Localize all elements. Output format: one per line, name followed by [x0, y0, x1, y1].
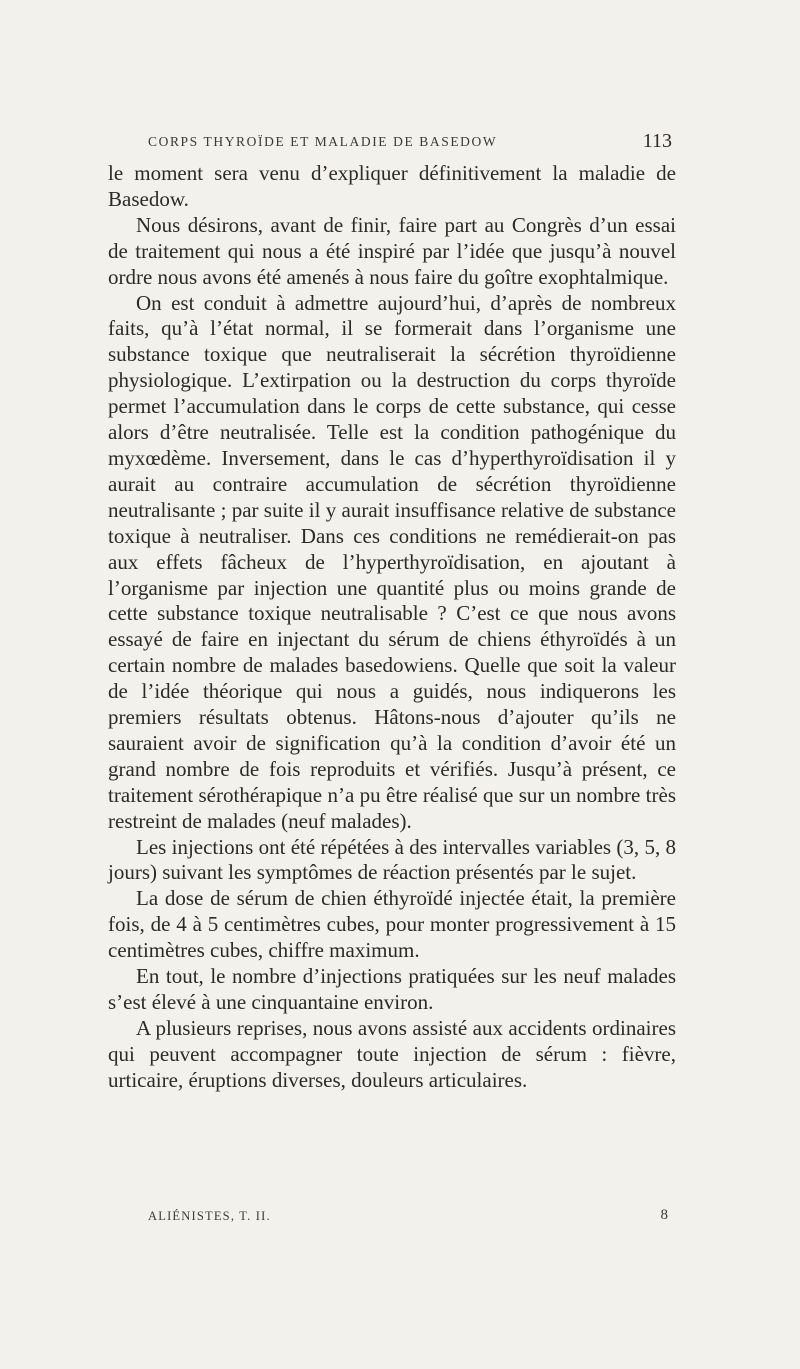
page-footer [148, 1209, 668, 1229]
signature-mark: ALIÉNISTES, T. II. [148, 1209, 271, 1223]
running-title: CORPS THYROÏDE ET MALADIE DE BASEDOW [148, 134, 498, 149]
signature-number: 8 [660, 1207, 668, 1223]
body-text [108, 161, 676, 1094]
paragraph: Les injections ont été répétées à des intervalles variables (3, 5, 8 jours) suivant les symptômes de réaction présentés par le sujet. [108, 834, 676, 885]
paragraph: On est conduit à admettre aujourd’hui, d’après de nombreux faits, qu’à l’état normal, il se formerait dans l’organisme une substance toxique que neutraliserait la sécrétion thyroïdienne physiologique. L’extirpation ou la destruction du corps thyroïde permet l’accumulation dans le corps de cette substance, qui cesse alors d’être neutralisée. Telle est la condition pathogénique du myxœdème. Inversement, dans le cas d’hyperthyroïdisation il y aurait au contraire accumulation de sécrétion thyroïdienne neutralisante ; par suite il y aurait insuffisance relative de substance toxique à neutraliser. Dans ces conditions ne remédierait-on pas aux effets fâcheux de l’hyperthyroïdisation, en ajoutant à l’organisme par injection une quantité plus ou moins grande de cette substance toxique neutralisable ? C’est ce que nous avons essayé de faire en injectant du sérum de chiens éthyroïdés à un certain nombre de malades basedowiens. Quelle que soit la valeur de l’idée théorique qui nous a guidés, nous indiquerons les premiers résultats obtenus. Hâtons-nous d’ajouter qu’ils ne sauraient avoir de signification qu’à la condition d’avoir été un grand nombre de fois reproduits et vérifiés. Jusqu’à présent, ce traitement sérothérapique n’a pu être réalisé que sur un nombre très restreint de malades (neuf malades). [108, 290, 676, 833]
page-number: 113 [642, 130, 672, 152]
paragraph: Nous désirons, avant de finir, faire part au Congrès d’un essai de traitement qui nous a été inspiré par l’idée que jusqu’à nouvel ordre nous avons été amenés à nous faire du goître exophtalmique. [108, 212, 676, 289]
running-head [148, 130, 672, 154]
paragraph: A plusieurs reprises, nous avons assisté aux accidents ordinaires qui peuvent accompagner toute injection de sérum : fièvre, urticaire, éruptions diverses, douleurs articulaires. [108, 1015, 676, 1092]
paragraph: La dose de sérum de chien éthyroïdé injectée était, la première fois, de 4 à 5 centimètres cubes, pour monter progressivement à 15 centimètres cubes, chiffre maximum. [108, 886, 676, 963]
paragraph: En tout, le nombre d’injections pratiquées sur les neuf malades s’est élevé à une cinquantaine environ. [108, 964, 676, 1014]
paragraph-continued: le moment sera venu d’expliquer définitivement la maladie de Basedow. [108, 161, 676, 211]
